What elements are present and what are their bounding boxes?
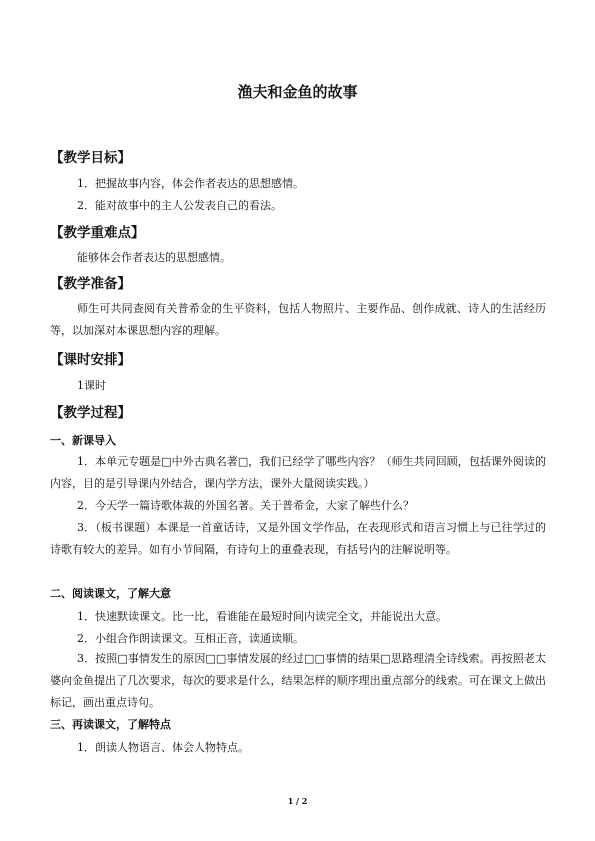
- preparation-heading: 【教学准备】: [50, 276, 131, 292]
- part1-paragraph-3: 3．（板书课题）本课是一首童话诗，又是外国文学作品，在表现形式和语言习惯上与已往学过的诗歌有较大的差异。如有小节间隔，有诗句上的重叠表现，有括号内的注解说明等。: [50, 521, 546, 556]
- part3-title: 三、再读课文，了解特点: [50, 718, 171, 731]
- goal-item-1: 1．把握故事内容，体会作者表达的思想感情。: [77, 177, 304, 190]
- part1-paragraph-1: 1．本单元专题是□中外古典名著□，我们已经学了哪些内容？（师生共同回顾，包括课外阅读的内容，目的是引导课内外结合，课内学方法，课外大量阅读实践。）: [50, 455, 546, 490]
- part2-paragraph-1: 1．快速默读课文。比一比，看谁能在最短时间内读完全文，并能说出大意。: [77, 610, 447, 623]
- page-number: 1 / 2: [287, 796, 308, 806]
- process-heading: 【教学过程】: [50, 405, 131, 421]
- page-title: 渔夫和金鱼的故事: [237, 83, 358, 101]
- part1-title: 一、新课导入: [50, 434, 116, 447]
- preparation-text: 师生可共同查阅有关普希金的生平资料，包括人物照片、主要作品、创作成就、诗人的生活经历等，以加深对本课思想内容的理解。: [50, 302, 546, 337]
- part2-paragraph-3: 3．按照□事情发生的原因□□事情发展的经过□□事情的结果□思路理清全诗线索。再按照老太婆向金鱼提出了几次要求，每次的要求是什么，结果怎样的顺序理出重点部分的线索。可在课文上做出标记，画出重点诗句。: [50, 652, 546, 709]
- goal-item-2: 2．能对故事中的主人公发表自己的看法。: [77, 199, 282, 212]
- schedule-text: 1课时: [77, 379, 106, 392]
- part1-paragraph-2: 2．今天学一篇诗歌体裁的外国名著。关于普希金，大家了解些什么？: [77, 499, 414, 512]
- key-points-text: 能够体会作者表达的思想感情。: [77, 251, 231, 264]
- goals-heading: 【教学目标】: [50, 150, 131, 166]
- part3-paragraph-1: 1．朗读人物语言、体会人物特点。: [77, 741, 249, 754]
- part2-title: 二、阅读课文，了解大意: [50, 587, 171, 600]
- key-points-heading: 【教学重难点】: [50, 225, 145, 241]
- part2-paragraph-2: 2．小组合作朗读课文。互相正音，读通读顺。: [77, 632, 304, 645]
- schedule-heading: 【课时安排】: [50, 352, 131, 368]
